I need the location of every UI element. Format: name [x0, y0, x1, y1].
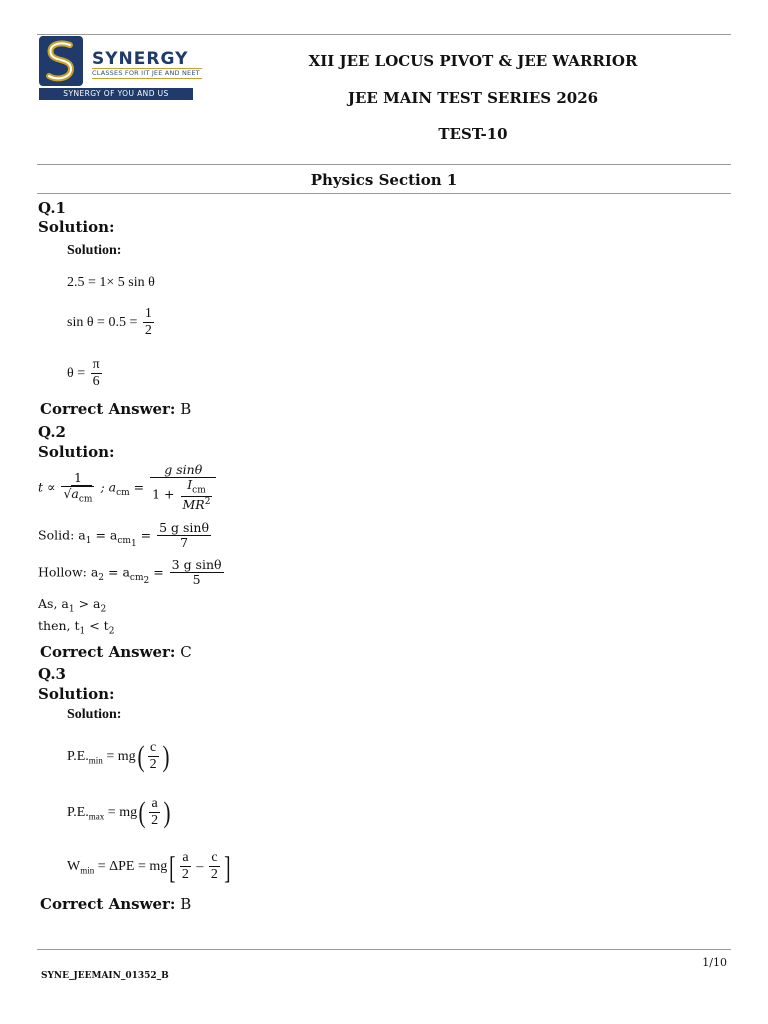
brand-rule: [92, 78, 202, 79]
correct-answer: Correct Answer: B: [40, 895, 192, 913]
equation-line: Solid: $a_1 = a_{cm_1}$ = $\frac{\text{5 g sinθ}}{7}$: [38, 520, 209, 551]
fraction: $\frac{c}{2}$: [210, 850, 218, 883]
header-title-line3: TEST-10: [438, 125, 508, 143]
question-number: Q.1: [38, 199, 66, 217]
top-rule: [37, 34, 731, 35]
solution-label: Solution:: [38, 218, 115, 236]
fraction: $\frac{a}{2}$: [151, 796, 159, 829]
equation-line: then, $t_1 < t_2$: [38, 618, 115, 637]
answer-value: B: [180, 400, 192, 418]
equation-line: t ∝ $\frac{1}{√a_{cm}}$ ; $a_{cm}$ = g sinθ 1 + $\frac{I_{cm}}{MR^2}$: [38, 463, 218, 513]
brand-tagline: CLASSES FOR IIT JEE AND NEET: [92, 69, 200, 77]
solution-label: Solution:: [38, 685, 115, 703]
synergy-logo: [38, 36, 206, 102]
equation-line: sin θ = 0.5 = $\frac{1}{2}$: [67, 306, 152, 339]
fraction: $\frac{\text{5 g sinθ}}{7}$: [159, 520, 209, 551]
section-title: Physics Section 1: [310, 171, 458, 189]
fraction: $\frac{1}{2}$: [144, 306, 152, 339]
equation-line: $P.E._{max} = mg$( $\frac{a}{2}$ ): [67, 795, 171, 829]
header-title-line1: XII JEE LOCUS PIVOT & JEE WARRIOR: [308, 52, 638, 70]
inner-solution-label: Solution:: [67, 707, 122, 722]
answer-value: B: [180, 895, 192, 913]
solution-label: Solution:: [38, 443, 115, 461]
correct-answer: Correct Answer: B: [40, 400, 192, 418]
header-title-line2: JEE MAIN TEST SERIES 2026: [347, 89, 599, 107]
header-rule: [37, 164, 731, 165]
fraction: $\frac{c}{2}$: [149, 740, 157, 773]
brand-name: SYNERGY: [92, 49, 189, 69]
brand-band: SYNERGY OF YOU AND US: [39, 88, 193, 100]
footer-rule: [37, 949, 731, 950]
question-number: Q.2: [38, 423, 66, 441]
correct-answer: Correct Answer: C: [40, 643, 192, 661]
section-rule: [37, 193, 731, 194]
equation-line: Hollow: $a_2 = a_{cm_2}$ = $\frac{\text{3 g sinθ}}{5}$: [38, 557, 222, 588]
question-number: Q.3: [38, 665, 66, 683]
equation-line: 2.5 = 1× 5 sin θ: [67, 275, 155, 290]
answer-value: C: [180, 643, 192, 661]
equation-line: $P.E._{min} = mg$( $\frac{c}{2}$ ): [67, 739, 170, 773]
equation-line: θ = $\frac{\pi}{6}$: [67, 357, 100, 390]
equation-line: As, $a_1 > a_2$: [38, 596, 107, 615]
fraction: $\frac{1}{√a_{cm}}$: [63, 470, 93, 505]
equation-line: $W_{min} = \Delta PE = mg$[ $\frac{a}{2}$ – $\frac{c}{2}$ ]: [67, 848, 231, 885]
page-number: 1/10: [702, 956, 727, 969]
fraction: $\frac{\text{3 g sinθ}}{5}$: [171, 557, 222, 588]
inner-solution-label: Solution:: [67, 243, 122, 258]
fraction: g sinθ 1 + $\frac{I_{cm}}{MR^2}$: [150, 463, 216, 513]
fraction: $\frac{a}{2}$: [181, 850, 189, 883]
document-code: SYNE_JEEMAIN_01352_B: [41, 971, 169, 981]
fraction: $\frac{\pi}{6}$: [92, 357, 100, 390]
synergy-s-logo-icon: [39, 36, 83, 86]
